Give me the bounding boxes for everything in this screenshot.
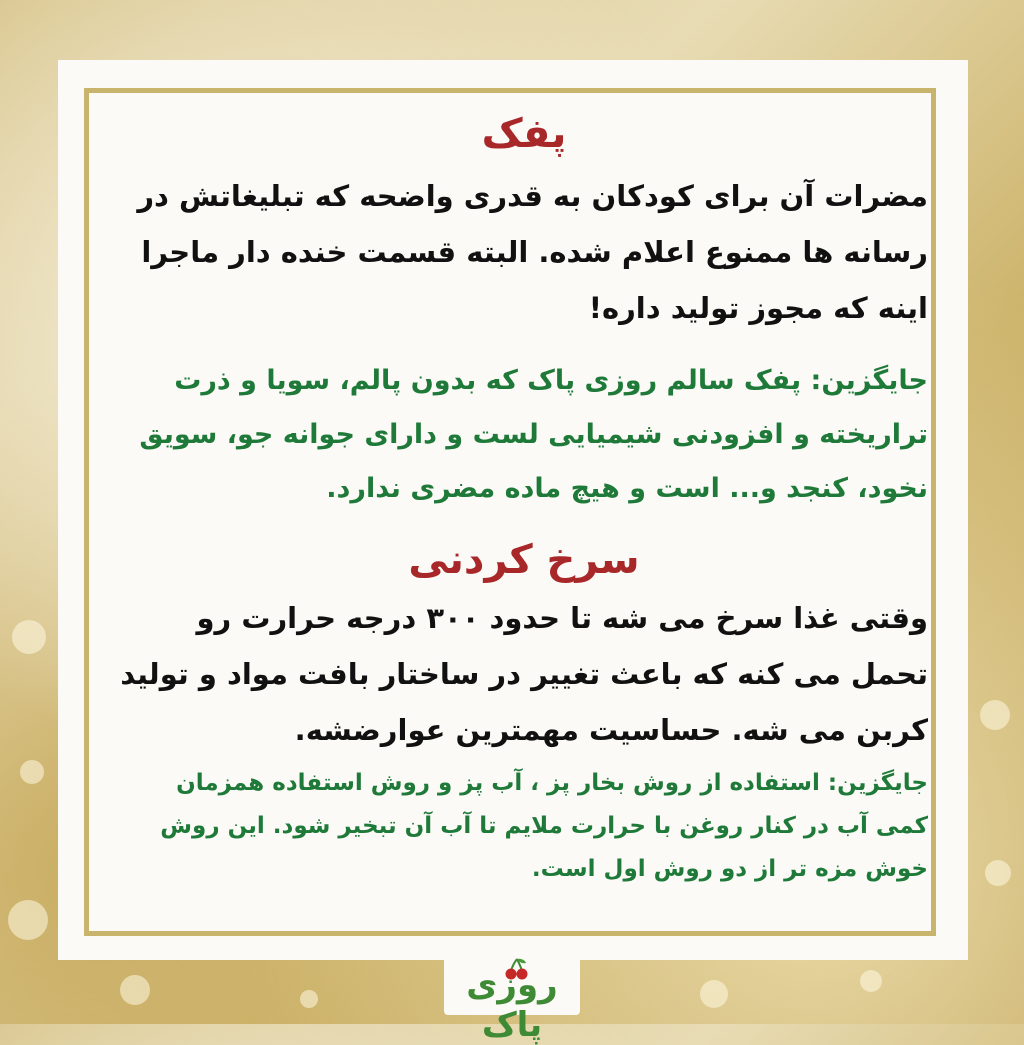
section-text-puffs: مضرات آن برای کودکان به قدری واضحه که تبلیغاتش در رسانه ها ممنوع اعلام شده. البته قسمت خنده دار ماجرا اینه که مجوز تولید داره! — [137, 179, 928, 325]
sparkle — [700, 980, 728, 1008]
sparkle — [860, 970, 882, 992]
article-content — [120, 100, 928, 891]
sparkle — [20, 760, 44, 784]
sparkle — [120, 975, 150, 1005]
brand-logo — [444, 955, 580, 1045]
sparkle — [985, 860, 1011, 886]
sparkle — [980, 700, 1010, 730]
brand-logo-text: روزی پاک — [466, 965, 558, 1045]
sparkle — [8, 900, 48, 940]
section-alternative-puffs: جایگزین: پفک سالم روزی پاک که بدون پالم، سویا و ذرت تراریخته و افزودنی شیمیایی لست و دارای جوانه جو، سویق نخود، کنجد و... است و هیچ ماده مضری ندارد. — [139, 365, 928, 504]
sparkle — [12, 620, 46, 654]
section-title-frying: سرخ کردنی — [408, 537, 640, 583]
section-text-frying: وقتی غذا سرخ می شه تا حدود ۳۰۰ درجه حرارت رو تحمل می کنه که باعث تغییر در ساختار بافت مواد و تولید کربن می شه. حساسیت مهمترین عوارضشه. — [120, 601, 928, 747]
section-alternative-frying: جایگزین: استفاده از روش بخار پز ، آب پز و روش استفاده همزمان کمی آب در کنار روغن با حرارت ملایم تا آب آن تبخیر شود. این روش خوش مزه تر از دو روش اول است. — [160, 770, 928, 882]
sparkle — [300, 990, 318, 1008]
section-title-puffs: پفک — [481, 111, 567, 157]
